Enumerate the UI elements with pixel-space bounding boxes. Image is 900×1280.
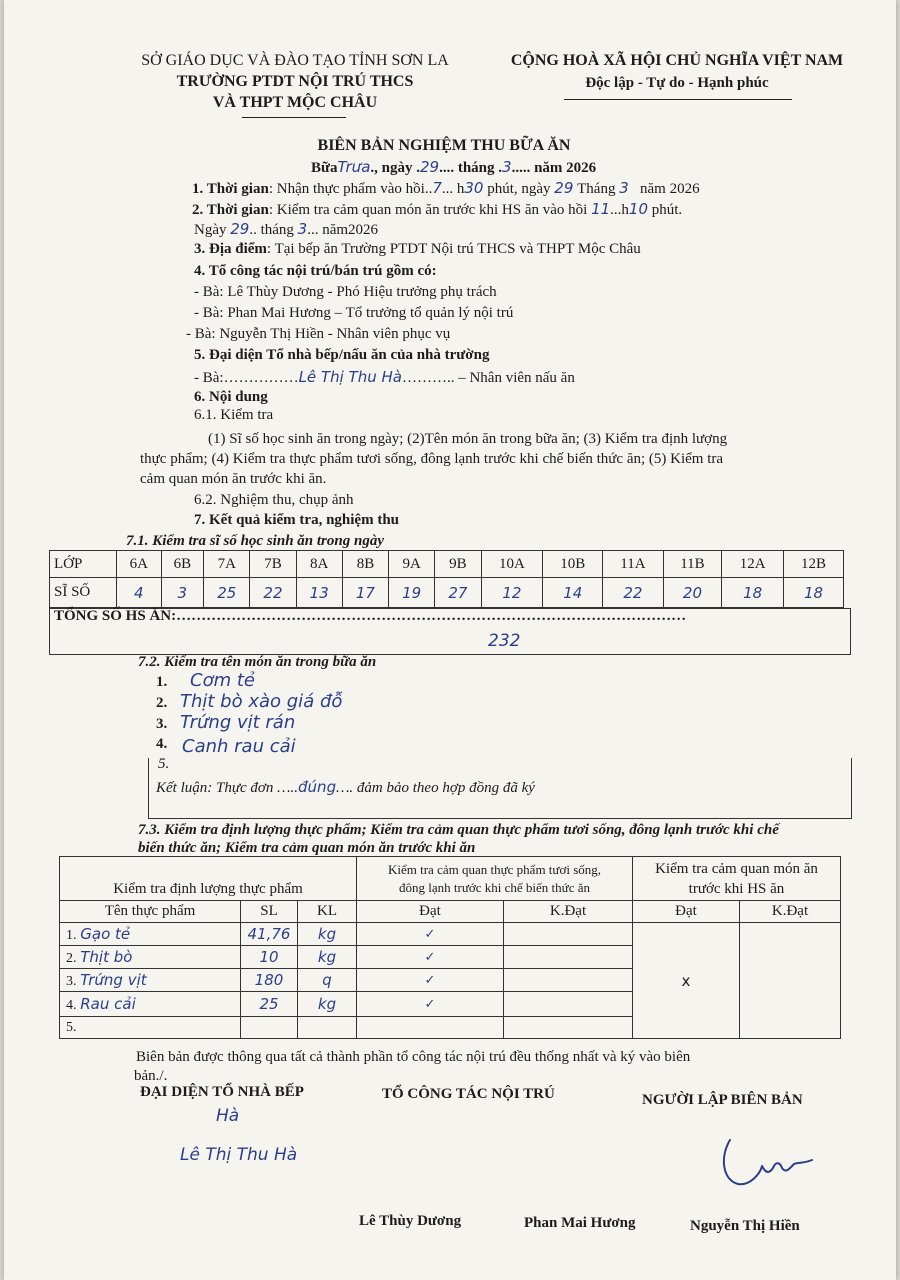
section-5-heading: 5. Đại diện Tổ nhà bếp/nấu ăn của nhà trường [194,347,490,363]
header-quantity: Kiểm tra định lượng thực phẩm [60,857,357,901]
sig-committee-title: TỔ CÔNG TÁC NỘI TRÚ [382,1086,555,1102]
food-kl: q [298,969,357,992]
dish-num: 1. [156,674,168,690]
count-cell: 3 [161,578,204,608]
count-cell: 4 [117,578,162,608]
committee-member-2: - Bà: Phan Mai Hương – Tổ trưởng tổ quản lý nội trú [194,305,514,321]
food-sl [241,1017,298,1039]
food-name-cell: 3. Trứng vịt [60,969,241,992]
section-7-1-title: 7.1. Kiểm tra sĩ số học sinh ăn trong ngày [126,533,384,549]
class-cell: 6B [161,551,204,578]
food-name-cell: 4. Rau cải [60,992,241,1017]
signer-name-1: Lê Thùy Dương [359,1213,462,1229]
kitchen-representative: - Bà:……………Lê Thị Thu Hà……….. – Nhân viên nấu ăn [194,368,575,386]
dish-name: Canh rau cải [182,736,296,757]
count-row [50,578,844,608]
food-row [60,923,841,946]
header-school-line1: TRƯỜNG PTDT NỘI TRÚ THCS [176,73,414,90]
header-department: SỞ GIÁO DỤC VÀ ĐÀO TẠO TỈNH SƠN LA [141,52,449,69]
count-cell: 17 [342,578,388,608]
header-right-underline [564,99,792,100]
section-4-heading: 4. Tổ công tác nội trú/bán trú gồm có: [194,263,437,279]
class-cell: 9A [389,551,435,578]
dish-name: Thịt bò xào giá đỗ [180,691,343,712]
count-cell: 25 [204,578,250,608]
subheader-sl: SL [241,901,298,923]
section-3-location: 3. Địa điểm: Tại bếp ăn Trường PTDT Nội trú THCS và THPT Mộc Châu [194,241,641,257]
dish-num: 3. [156,716,168,732]
count-cell: 20 [663,578,722,608]
food-kl: kg [298,992,357,1017]
total-value: 232 [488,631,521,651]
dish-name: Cơm tẻ [190,670,255,691]
signer-name-3: Nguyễn Thị Hiền [690,1218,800,1234]
section-6-para-line1: (1) Sĩ số học sinh ăn trong ngày; (2)Tên món ăn trong bữa ăn; (3) Kiểm tra định lượng [208,431,728,447]
class-cell: 6A [117,551,162,578]
class-cell: 12A [722,551,784,578]
section-7-3-title-line1: 7.3. Kiểm tra định lượng thực phẩm; Kiểm tra cảm quan thực phẩm tươi sống, đông lạnh trước khi chế [138,822,779,838]
total-label: TỔNG SỐ HS ĂN:………………………………………………………………………………………… [54,608,687,624]
subheader-kl: KL [298,901,357,923]
food-kl: kg [298,923,357,946]
count-cell: 12 [481,578,543,608]
food-sl: 10 [241,946,298,969]
food-table-header [60,857,841,901]
class-cell: 7B [250,551,296,578]
food-fresh-dat: ✓ [357,992,504,1017]
document-title: BIÊN BẢN NGHIỆM THU BỮA ĂN [317,137,571,154]
header-sense: Kiểm tra cảm quan món ăn trước khi HS ăn [633,857,841,901]
class-cell: 11A [603,551,663,578]
food-fresh-dat: ✓ [357,923,504,946]
sig-author-title: NGƯỜI LẬP BIÊN BẢN [642,1092,803,1108]
food-kl [298,1017,357,1039]
food-sl: 180 [241,969,298,992]
count-cell: 13 [296,578,342,608]
document-page [4,0,896,1280]
section-7-3-title-line2: biến thức ăn; Kiểm tra cảm quan món ăn trước khi ăn [138,840,476,856]
header-school-line2: VÀ THPT MỘC CHÂU [212,94,378,111]
food-fresh-kdat [504,969,633,992]
author-signature-mark [716,1134,820,1190]
food-sl: 25 [241,992,298,1017]
dish-num: 5. [158,756,170,772]
count-cell: 18 [784,578,844,608]
section-6-2: 6.2. Nghiệm thu, chụp ảnh [194,492,354,508]
food-name-cell: 5. [60,1017,241,1039]
meal-subtitle: BữaTrưa., ngày .29.... tháng .3..... năm 2026 [311,158,597,176]
section-7-2-title: 7.2. Kiểm tra tên món ăn trong bữa ăn [138,654,377,670]
class-header: LỚP [50,551,117,578]
menu-conclusion: Kết luận: Thực đơn …..đúng…. đảm bảo theo hợp đồng đã ký [156,778,535,796]
sense-kdat-cell [740,923,841,1039]
count-cell: 22 [250,578,296,608]
food-name-cell: 2. Thịt bò [60,946,241,969]
kitchen-signature: Hà [216,1106,240,1126]
subheader-name: Tên thực phẩm [60,901,241,923]
class-cell: 10B [543,551,603,578]
food-fresh-kdat [504,992,633,1017]
kitchen-name-handwritten: Lê Thị Thu Hà [180,1145,298,1165]
count-header: SĨ SỐ [50,578,117,608]
committee-member-1: - Bà: Lê Thùy Dương - Phó Hiệu trưởng phụ trách [194,284,497,300]
section-2-time: 2. Thời gian: Kiểm tra cảm quan món ăn trước khi HS ăn vào hồi 11...h10 phút. [192,200,683,218]
subheader-fresh-dat: Đạt [357,901,504,923]
food-fresh-dat [357,1017,504,1039]
class-cell: 9B [435,551,481,578]
meal-month: 3 [502,158,512,176]
count-cell: 18 [722,578,784,608]
subheader-fresh-kdat: K.Đạt [504,901,633,923]
class-cell: 11B [663,551,722,578]
dish-num: 4. [156,736,168,752]
closing-line1: Biên bản được thông qua tất cả thành phần tổ công tác nội trú đều thống nhất và ký vào biên [136,1049,691,1065]
attendance-table [49,550,844,608]
header-left-underline [242,117,346,118]
class-cell: 8A [296,551,342,578]
dish-num: 2. [156,695,168,711]
header-nation: CỘNG HOÀ XÃ HỘI CHỦ NGHĨA VIỆT NAM [510,52,844,69]
food-inspection-table [59,856,841,1039]
sense-dat-cell: x [633,923,740,1039]
section-6-1: 6.1. Kiểm tra [194,407,274,423]
section-7-heading: 7. Kết quả kiểm tra, nghiệm thu [194,512,400,528]
food-fresh-kdat [504,923,633,946]
class-cell: 12B [784,551,844,578]
sig-kitchen-title: ĐẠI DIỆN TỔ NHÀ BẾP [140,1084,304,1100]
committee-member-3: - Bà: Nguyễn Thị Hiền - Nhân viên phục vụ [186,326,451,342]
meal-day: 29 [419,158,440,176]
section-1-time: 1. Thời gian: Nhận thực phẩm vào hồi..7... h30 phút, ngày 29 Tháng 3 năm 2026 [192,179,700,197]
class-cell: 10A [481,551,543,578]
subheader-sense-kdat: K.Đạt [740,901,841,923]
closing-line2: bản./. [134,1068,168,1084]
food-kl: kg [298,946,357,969]
food-fresh-kdat [504,1017,633,1039]
food-table-subheader [60,901,841,923]
count-cell: 19 [389,578,435,608]
count-cell: 14 [543,578,603,608]
header-motto: Độc lập - Tự do - Hạnh phúc [585,75,769,91]
food-fresh-dat: ✓ [357,946,504,969]
food-fresh-dat: ✓ [357,969,504,992]
class-cell: 7A [204,551,250,578]
class-row [50,551,844,578]
meal-value: Trưa [337,158,371,176]
signer-name-2: Phan Mai Hương [524,1215,636,1231]
section-6-para-line3: cảm quan món ăn trước khi ăn. [140,471,327,487]
section-6-para-line2: thực phẩm; (4) Kiểm tra thực phẩm tươi sống, đông lạnh trước khi chế biến thức ăn; (5) Kiểm tra [140,451,724,467]
food-sl: 41,76 [241,923,298,946]
section-2-date: Ngày 29.. tháng 3... năm2026 [194,220,379,238]
food-name-cell: 1. Gạo tẻ [60,923,241,946]
count-cell: 27 [435,578,481,608]
header-fresh: Kiểm tra cảm quan thực phẩm tươi sống, đông lạnh trước khi chế biến thức ăn [357,857,633,901]
dish-name: Trứng vịt rán [180,712,296,733]
count-cell: 22 [603,578,663,608]
class-cell: 8B [342,551,388,578]
food-fresh-kdat [504,946,633,969]
subheader-sense-dat: Đạt [633,901,740,923]
section-6-heading: 6. Nội dung [194,389,268,405]
